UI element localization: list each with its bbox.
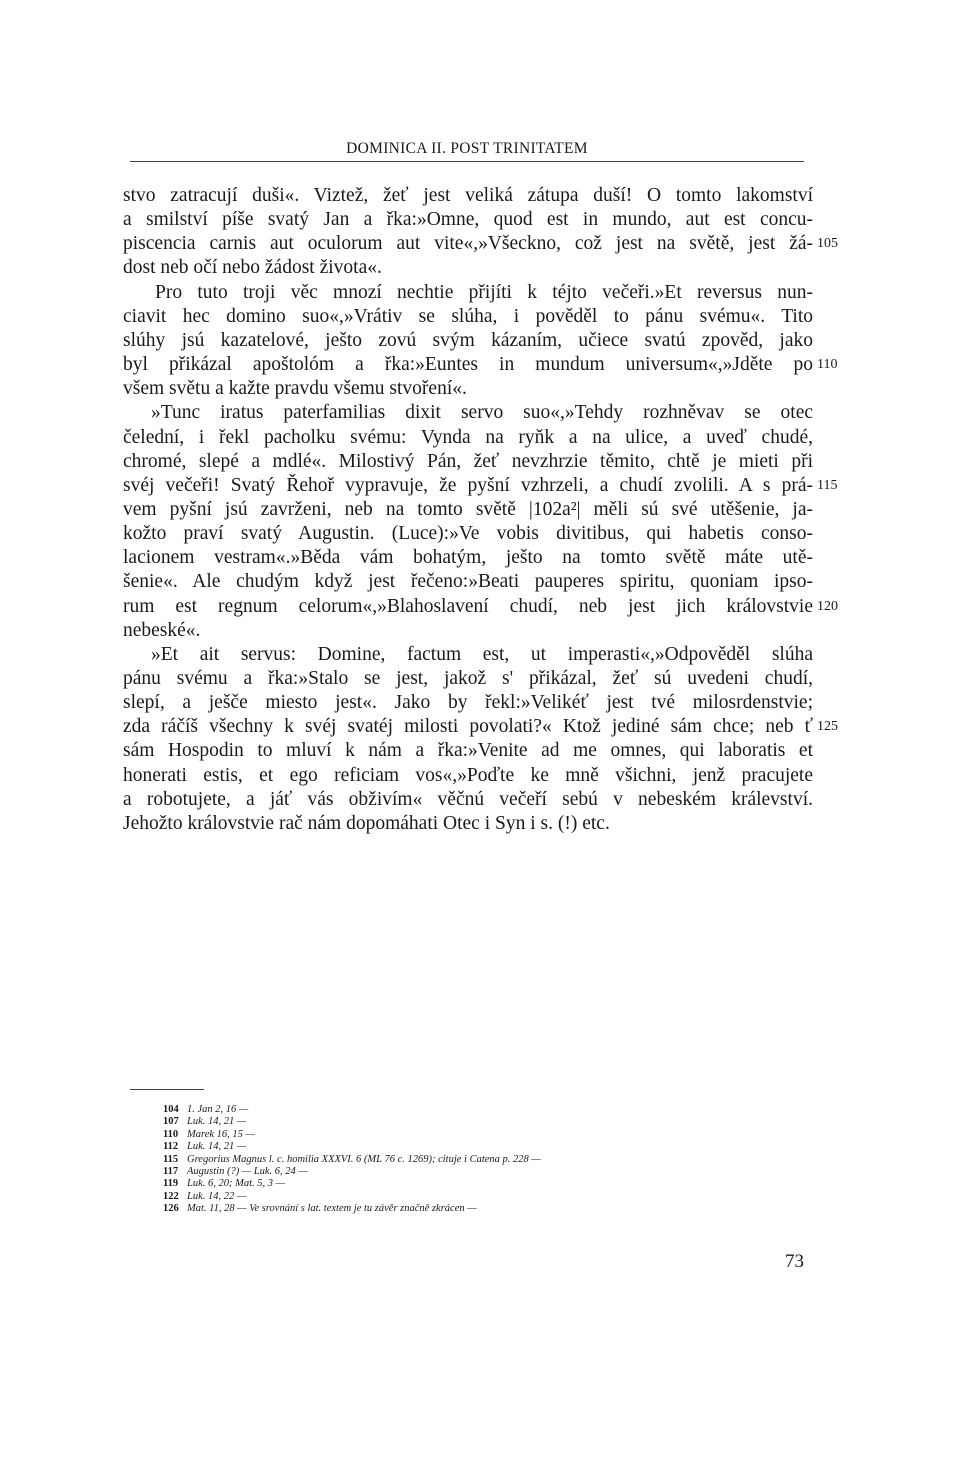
footnote-text: Luk. 14, 21 — <box>187 1141 247 1153</box>
line-number: 125 <box>817 719 838 735</box>
text-line: zda ráčíš všechny k svéj svatéj milosti povolati?« Ktož jediné sám chce; neb ť <box>123 716 813 738</box>
footnote <box>163 1190 246 1203</box>
text-line: ciavit hec domino suo«,»Vrátiv se slúha, i pověděl to pánu svému«. Tito <box>123 305 813 327</box>
line-number: 105 <box>817 236 838 252</box>
text-line: rum est regnum celorum«,»Blahoslavení chudí, neb jest jich královstvie <box>123 595 813 617</box>
text-line: lacionem vestram«.»Běda vám bohatým, ješto na tomto světě máte utě- <box>123 547 813 569</box>
text-line: byl přikázal apoštolóm a řka:»Euntes in mundum universum«,»Jděte po <box>123 354 813 376</box>
footnote <box>163 1153 541 1166</box>
footnote-number: 112 <box>163 1141 179 1153</box>
text-line: všem světu a kažte pravdu všemu stvoření«. <box>123 378 467 400</box>
footnote <box>163 1115 246 1128</box>
footnote-number: 117 <box>163 1166 179 1177</box>
text-line: a smilství píše svatý Jan a řka:»Omne, quod est in mundo, aut est concu- <box>123 209 813 231</box>
footnote-text: Augustin (?) — Luk. 6, 24 — <box>187 1166 308 1177</box>
footnote-text: Gregorius Magnus l. c. homilia XXXVI. 6 (ML 76 c. 1269); cituje i Catena p. 228 — <box>187 1153 541 1165</box>
footnote-number: 122 <box>163 1190 179 1202</box>
text-line: nebeské«. <box>123 619 201 641</box>
footnote-number: 119 <box>163 1178 179 1190</box>
footnote-number: 107 <box>163 1116 179 1128</box>
text-line: »Et ait servus: Domine, factum est, ut imperasti«,»Odpověděl slúha <box>151 643 813 665</box>
footnote-text: Luk. 6, 20; Mat. 5, 3 — <box>187 1178 285 1190</box>
footnote-number: 110 <box>163 1128 179 1140</box>
footnote-number: 104 <box>163 1104 179 1115</box>
footnote-text: Mat. 11, 28 — Ve srovnání s lat. textem je tu závěr značně zkrácen — <box>187 1203 477 1215</box>
text-line: šenie«. Ale chudým když jest řečeno:»Beati pauperes spiritu, quoniam ipso- <box>123 571 813 593</box>
footnote <box>163 1165 308 1178</box>
text-line: slúhy jsú kazatelové, ješto zovú svým kázaním, učiece svatú zpověd, jako <box>123 329 813 351</box>
footnote-text: Luk. 14, 21 — <box>187 1116 247 1128</box>
text-line: pánu svému a řka:»Stalo se jest, jakož s' přikázal, žeť sú uvedeni chudí, <box>123 668 813 689</box>
line-number: 110 <box>817 357 838 373</box>
footnote-number: 115 <box>163 1153 179 1165</box>
text-line: sám Hospodin to mluví k nám a řka:»Venite ad me omnes, qui laboratis et <box>123 740 813 762</box>
text-line: dost neb očí nebo žádost života«. <box>123 257 382 279</box>
text-line: kožto praví svatý Augustin. (Luce):»Ve vobis divitibus, qui habetis conso- <box>123 523 813 545</box>
text-line: vem pyšní jsú zavrženi, neb na tomto světě |102a²| měli sú své utěšenie, ja- <box>123 498 813 520</box>
footnote-text: Marek 16, 15 — <box>187 1128 255 1140</box>
text-line: piscencia carnis aut oculorum aut vite«,»Všeckno, což jest na světě, jest žá- <box>123 233 813 255</box>
footnote-rule <box>130 1089 204 1090</box>
line-number: 120 <box>817 598 838 614</box>
footnote <box>163 1202 477 1215</box>
footnote-text: 1. Jan 2, 16 — <box>187 1104 249 1115</box>
header-rule <box>130 161 804 162</box>
text-line: Jehožto královstvie rač nám dopomáhati Otec i Syn i s. (!) etc. <box>123 812 610 834</box>
footnote <box>163 1128 255 1141</box>
text-line: čelední, i řekl pacholku svému: Vynda na ryňk a na ulice, a uveď chudé, <box>123 426 813 448</box>
text-line: stvo zatracují duši«. Viztež, žeť jest veliká zátupa duší! O tomto lakomství <box>123 185 813 206</box>
page-number: 73 <box>785 1251 804 1272</box>
text-line: svéj večeři! Svatý Řehoř vypravuje, že pyšní vzhrzeli, a chudí zvolili. A s prá- <box>123 474 813 496</box>
footnote <box>163 1140 246 1153</box>
text-line: slepí, a ješče miesto jest«. Jako by řekl:»Velikéť jest tvé milosrdenstvie; <box>123 692 813 714</box>
text-line: a robotujete, a jáť vás obživím« věčnú večeří sebú v nebeském králevství. <box>123 788 813 810</box>
text-line: Pro tuto troji věc mnozí nechtie přijíti k téjto večeři.»Et reversus nun- <box>155 281 813 303</box>
text-line: chromé, slepé a mdlé«. Milostivý Pán, žeť nevzhrzie těmito, chtě je mieti při <box>123 450 813 472</box>
footnote-number: 126 <box>163 1203 179 1215</box>
running-head: DOMINICA II. POST TRINITATEM <box>346 140 588 157</box>
text-line: »Tunc iratus paterfamilias dixit servo suo«,»Tehdy rozhněvav se otec <box>151 402 813 424</box>
text-line: honerati estis, et ego reficiam vos«,»Poďte ke mně všichni, jenž pracujete <box>123 764 813 786</box>
line-number: 115 <box>817 477 838 493</box>
footnote <box>163 1103 248 1116</box>
footnote <box>163 1177 285 1190</box>
footnote-text: Luk. 14, 22 — <box>187 1190 247 1202</box>
